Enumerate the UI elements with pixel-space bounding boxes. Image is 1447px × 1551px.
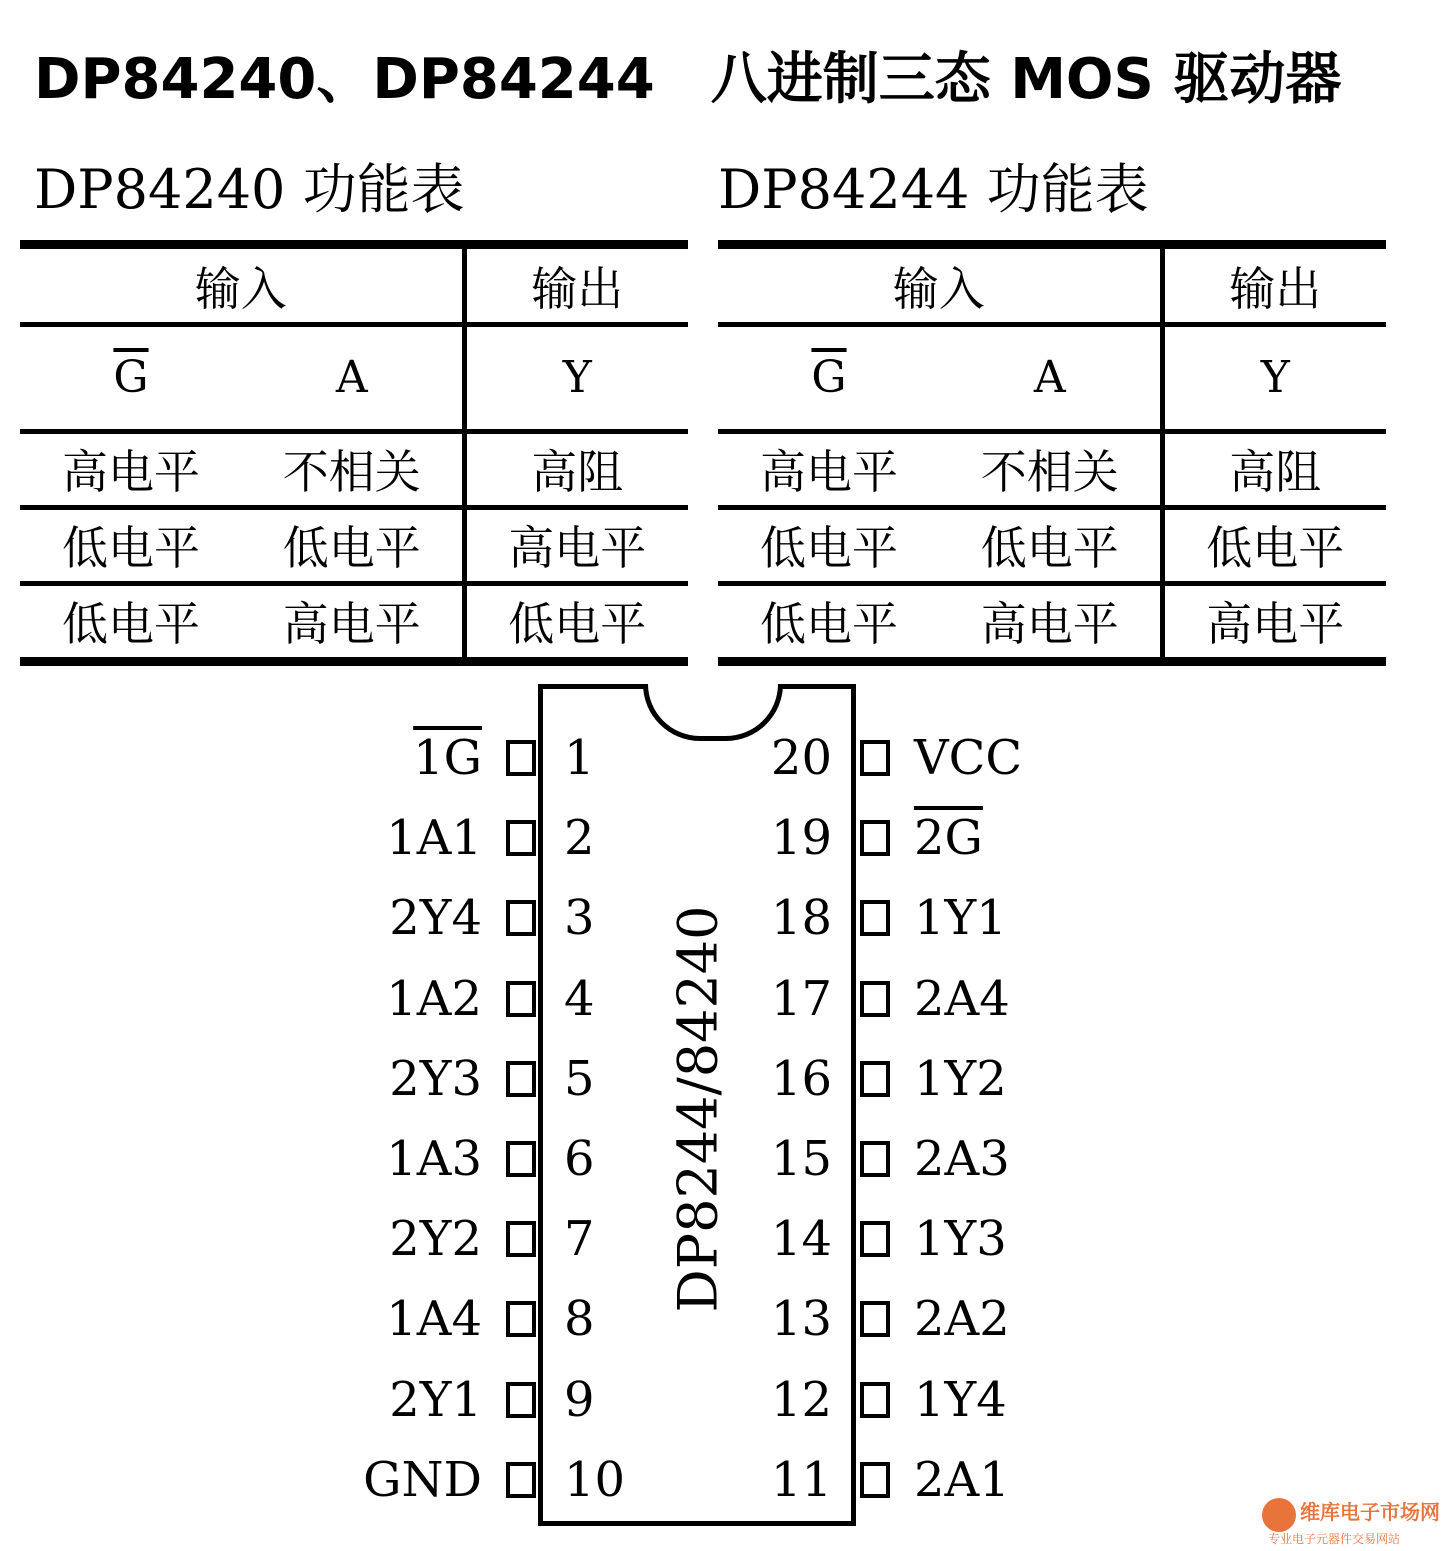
pin-number: 6 <box>564 1131 595 1187</box>
header-outputs: 输出 <box>1162 245 1386 325</box>
pin-name: VCC <box>914 730 1023 786</box>
pin-number: 10 <box>564 1451 626 1508</box>
table-cell: 高阻 <box>464 431 688 507</box>
table-cell: 低电平 <box>718 507 940 583</box>
pin-number: 7 <box>564 1211 595 1268</box>
table-cell: 高电平 <box>940 583 1162 661</box>
pin-number: 12 <box>770 1371 832 1428</box>
table-cell: 高电平 <box>1162 583 1386 661</box>
table-cell: 高阻 <box>1162 431 1386 507</box>
pin-name: 2A3 <box>914 1131 1010 1187</box>
pin-box <box>860 740 890 776</box>
symbol-g-bar: $\overline{G}$ <box>811 352 847 404</box>
table-row <box>20 507 688 583</box>
pin-name: 1A1 <box>386 810 482 867</box>
table-cell: 低电平 <box>464 583 688 661</box>
pin-box <box>860 1141 890 1177</box>
pin-box <box>860 1301 890 1337</box>
header-outputs: 输出 <box>464 245 688 325</box>
pin-row <box>0 1209 1100 1269</box>
pin-row <box>0 808 1100 868</box>
pin-name: 1Y3 <box>914 1211 1007 1268</box>
pin-name: 2Y1 <box>389 1371 482 1428</box>
pin-name: 1A3 <box>386 1131 482 1187</box>
pin-row <box>0 1289 1100 1349</box>
pin-name: 2A4 <box>914 970 1010 1027</box>
pin-number: 2 <box>564 810 595 867</box>
pin-name: 1Y1 <box>914 890 1007 947</box>
table-title-dp84244: DP84244 功能表 <box>718 158 1149 221</box>
pin-number: 13 <box>770 1291 832 1348</box>
pin-number: 20 <box>770 730 832 786</box>
pin-name: 2A2 <box>914 1291 1010 1348</box>
table-cell: 高电平 <box>20 431 242 507</box>
symbol-g-bar: $\overline{G}$ <box>113 352 149 404</box>
pin-row <box>0 888 1100 948</box>
table-cell: 高电平 <box>718 431 940 507</box>
pin-box <box>860 900 890 936</box>
pin-name: 2Y2 <box>389 1211 482 1268</box>
table-cell: 不相关 <box>242 431 464 507</box>
table-cell: 高电平 <box>464 507 688 583</box>
pin-name: 2A1 <box>914 1451 1010 1508</box>
table-cell: 低电平 <box>20 507 242 583</box>
pin-row <box>0 1129 1100 1189</box>
symbol-a: A <box>940 325 1162 432</box>
pin-box <box>860 981 890 1017</box>
table-cell: 不相关 <box>940 431 1162 507</box>
header-inputs: 输入 <box>892 261 985 316</box>
pin-name: 1G <box>413 730 482 786</box>
pin-row <box>0 1370 1100 1430</box>
symbol-a: A <box>242 325 464 432</box>
table-cell: 低电平 <box>940 507 1162 583</box>
pin-name: 1A2 <box>386 970 482 1027</box>
pin-number: 19 <box>770 810 832 867</box>
table-row <box>718 583 1386 661</box>
pin-row <box>0 728 1100 788</box>
pin-row <box>0 1049 1100 1109</box>
pin-number: 5 <box>564 1050 595 1107</box>
pin-number: 15 <box>770 1131 832 1187</box>
watermark <box>1262 1496 1442 1548</box>
pin-name: 1A4 <box>386 1291 482 1348</box>
pin-row <box>0 969 1100 1029</box>
pin-number: 11 <box>770 1451 832 1508</box>
pin-number: 3 <box>564 890 595 947</box>
pin-number: 8 <box>564 1291 595 1348</box>
symbol-y: Y <box>464 325 688 432</box>
pin-name: 2Y3 <box>389 1050 482 1107</box>
pin-box <box>860 1382 890 1418</box>
table-cell: 低电平 <box>718 583 940 661</box>
table-row <box>718 507 1386 583</box>
pin-box <box>860 1462 890 1498</box>
ic-label: DP8244/84240 <box>666 905 730 1313</box>
pin-box <box>860 820 890 856</box>
watermark-sub-text: 专业电子元器件交易网站 <box>1268 1532 1401 1546</box>
page-title: DP84240、DP84244 八进制三态 MOS 驱动器 <box>34 47 1342 112</box>
pin-name: 1Y4 <box>914 1371 1007 1428</box>
pin-row <box>0 1450 1100 1510</box>
pin-box <box>860 1061 890 1097</box>
pin-name: GND <box>363 1451 482 1508</box>
table-cell: 低电平 <box>242 507 464 583</box>
pin-number: 9 <box>564 1371 595 1428</box>
function-table-dp84240 <box>20 240 688 666</box>
pin-name: 1Y2 <box>914 1050 1007 1107</box>
table-row <box>718 431 1386 507</box>
pin-number: 14 <box>770 1211 832 1268</box>
table-cell: 低电平 <box>1162 507 1386 583</box>
table-row <box>20 431 688 507</box>
function-table-dp84244 <box>718 240 1386 666</box>
table-title-dp84240: DP84240 功能表 <box>34 158 465 221</box>
pin-name: 2Y4 <box>389 890 482 947</box>
pin-number: 16 <box>770 1050 832 1107</box>
pin-number: 17 <box>770 970 832 1027</box>
pin-number: 1 <box>564 730 595 786</box>
watermark-logo-icon <box>1262 1498 1296 1532</box>
pin-number: 4 <box>564 970 595 1027</box>
symbol-y: Y <box>1162 325 1386 432</box>
pin-name: 2G <box>914 810 983 867</box>
table-row <box>20 583 688 661</box>
table-cell: 低电平 <box>20 583 242 661</box>
pin-box <box>860 1221 890 1257</box>
watermark-main-text: 维库电子市场网 <box>1300 1500 1440 1524</box>
table-cell: 高电平 <box>242 583 464 661</box>
header-inputs: 输入 <box>194 261 287 316</box>
pin-number: 18 <box>770 890 832 947</box>
